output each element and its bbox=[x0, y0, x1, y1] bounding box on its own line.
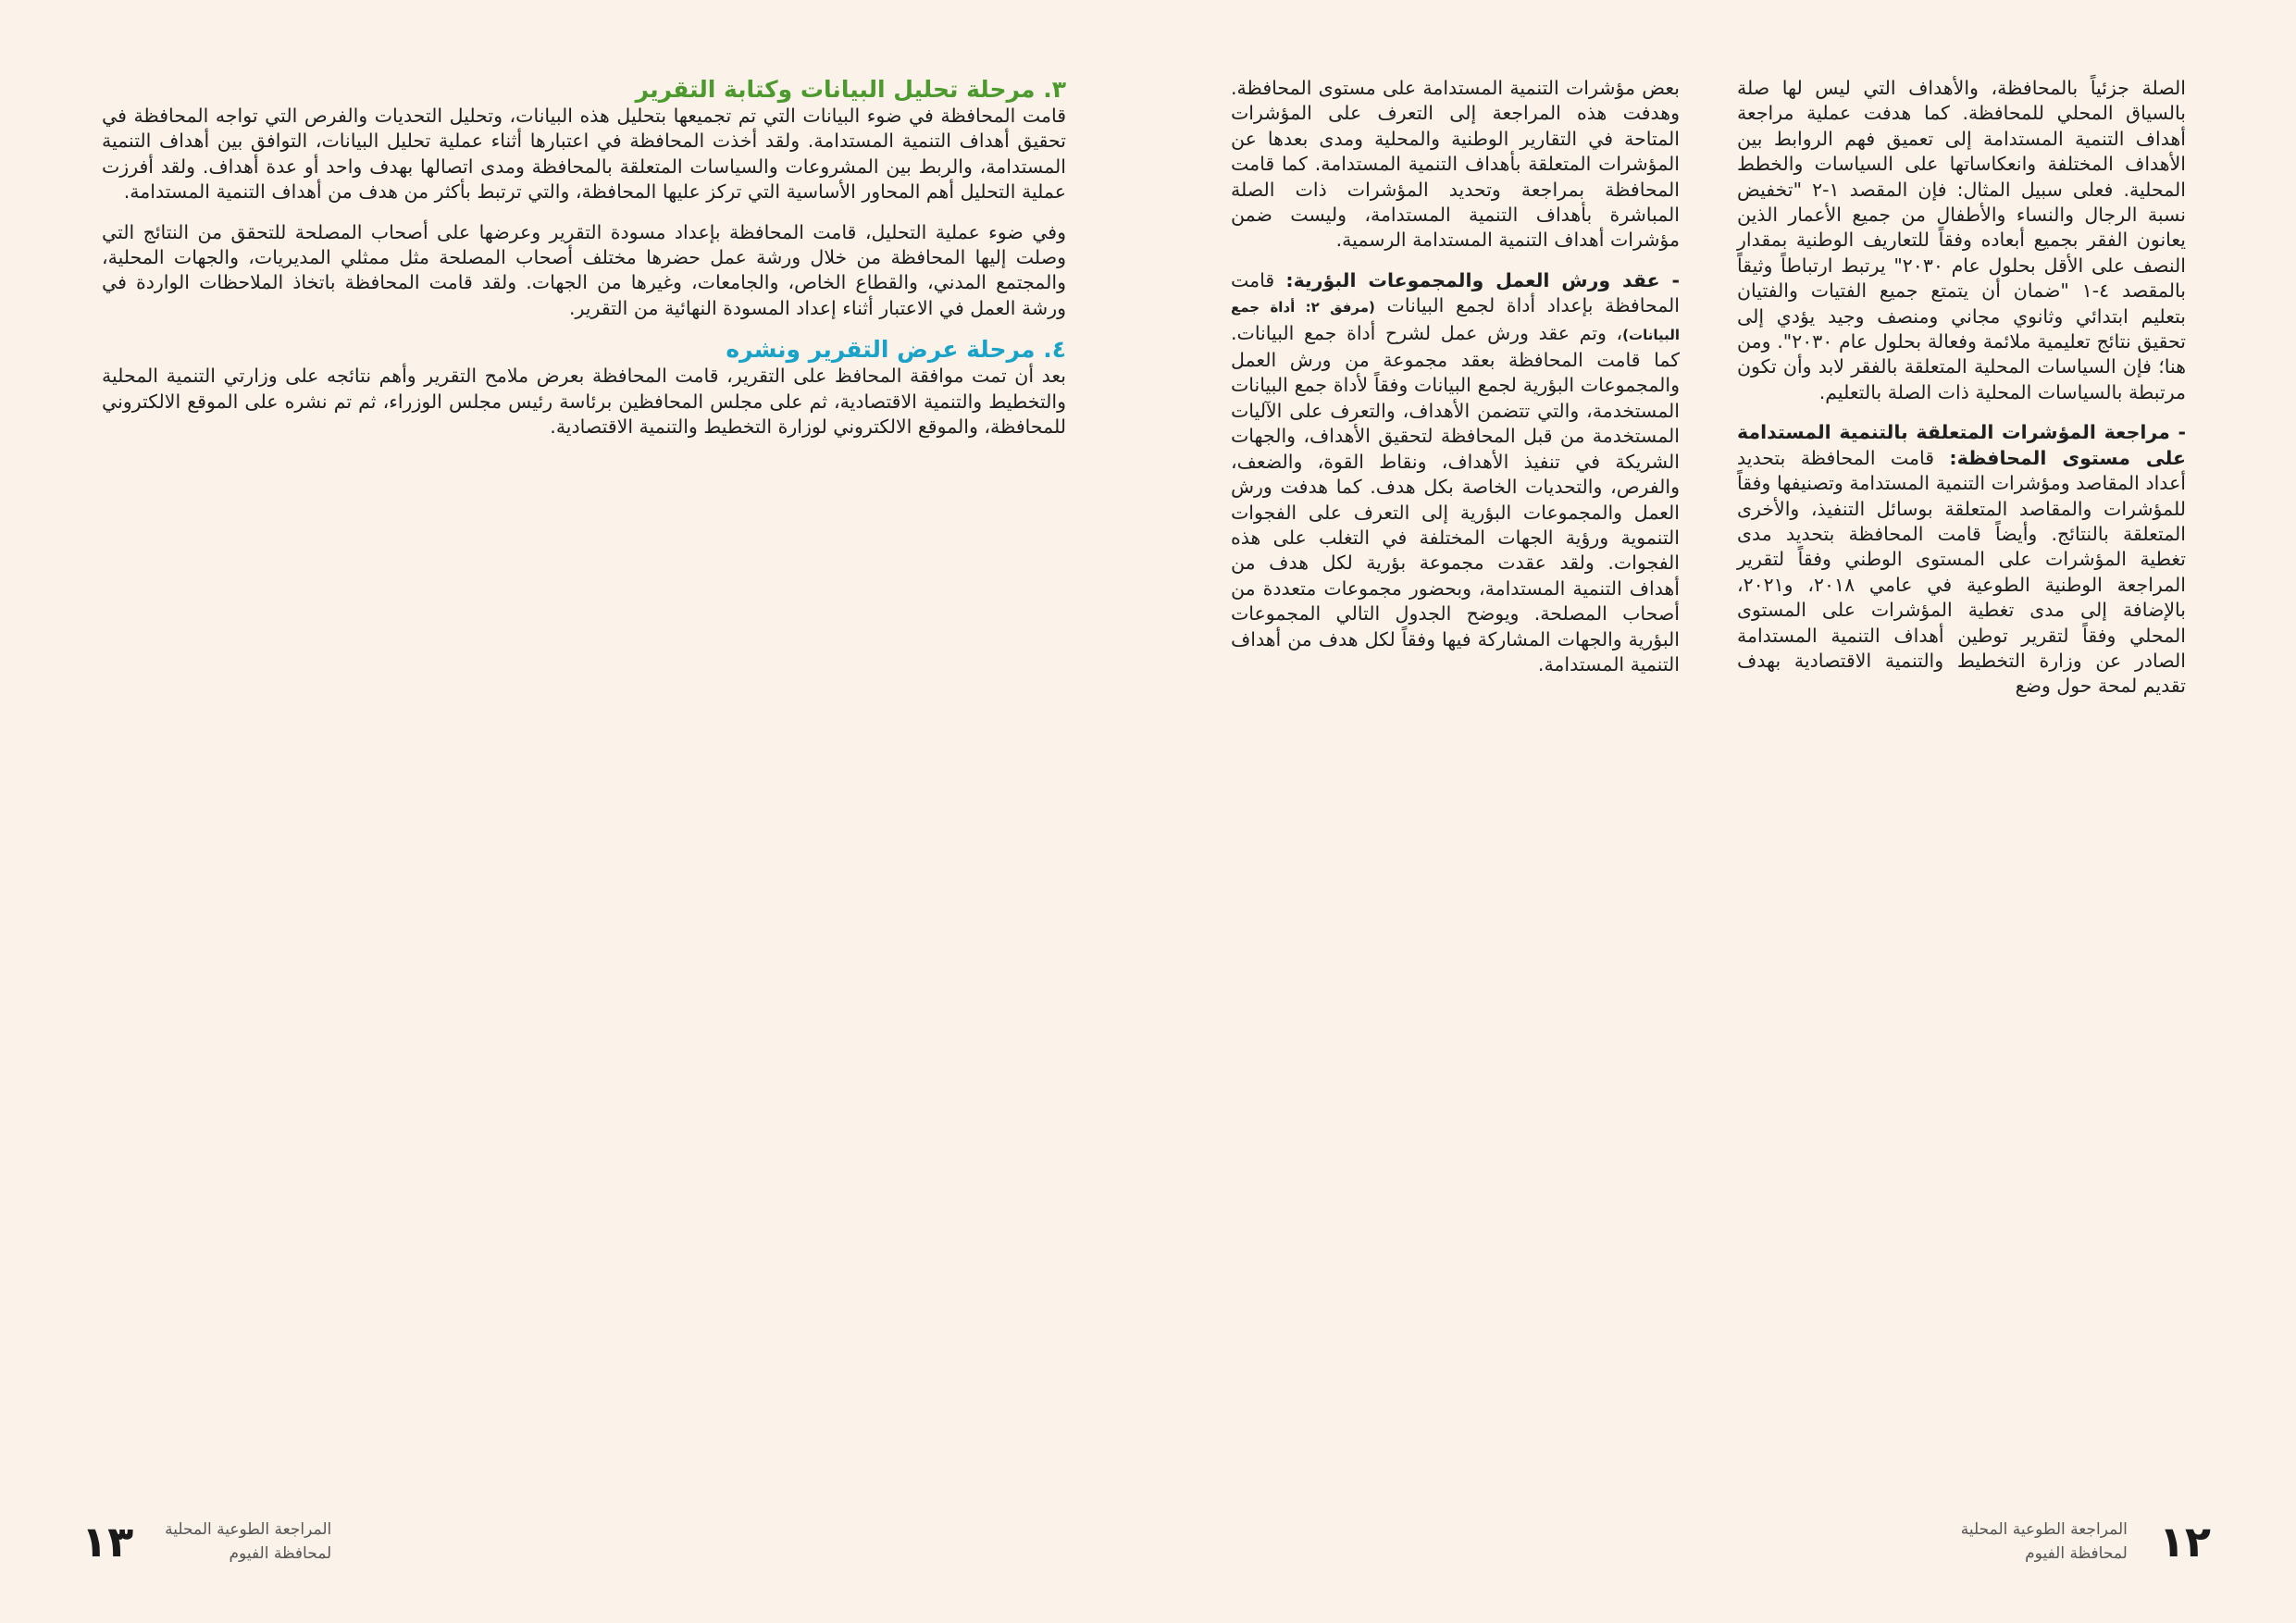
footer-title-line2: لمحافظة الفيوم bbox=[229, 1544, 332, 1563]
paragraph-indicators-continued: بعض مؤشرات التنمية المستدامة على مستوى المحافظة. وهدفت هذه المراجعة إلى التعرف على المؤشرات المتاحة في التقارير الوطنية والمحلية ومدى بعدها عن المؤشرات المتعلقة بأهداف التنمية المستدامة. كما قامت المحافظة بمراجعة وتحديد المؤشرات ذات الصلة المباشرة بأهداف التنمية المستدامة، وليست ضمن مؤشرات أهداف التنمية المستدامة الرسمية. bbox=[1231, 77, 1680, 252]
indicators-review-lead: - مراجعة المؤشرات المتعلقة بالتنمية المستدامة على مستوى المحافظة: bbox=[1737, 421, 2186, 469]
page-number-left: ١٣ bbox=[81, 1517, 134, 1567]
text-column-middle bbox=[1231, 76, 1680, 692]
footer-title-line2: لمحافظة الفيوم bbox=[2025, 1544, 2128, 1563]
paragraph-workshops bbox=[1231, 268, 1680, 678]
page-number-right: ١٢ bbox=[2158, 1517, 2211, 1567]
paragraph-analysis: قامت المحافظة في ضوء البيانات التي تم تجميعها بتحليل هذه البيانات، وتحليل التحديات والفرص التي تواجه المحافظة في تحقيق أهداف التنمية المستدامة. ولقد أخذت المحافظة في اعتبارها أثناء عملية تحليل البيانات، التوافق بين أهداف التنمية المستدامة، والربط بين المشروعات والسياسات المتعلقة بالمحافظة ومدى اتصالها بهدف واحد أو عدة أهداف. ولقد أفرزت عملية التحليل أهم المحاور الأساسية التي تركز عليها المحافظة، والتي ترتبط بأكثر من هدف من أهداف التنمية المستدامة. bbox=[102, 105, 1066, 204]
text-column-left bbox=[102, 76, 1066, 454]
workshops-body-1: قامت المحافظة بإعداد أداة لجمع البيانات bbox=[1231, 268, 1680, 317]
heading-analysis-stage: ٣. مرحلة تحليل البيانات وكتابة التقرير bbox=[635, 76, 1066, 103]
footer-report-title-right bbox=[1961, 1518, 2128, 1566]
workshops-lead: - عقد ورش العمل والمجموعات البؤرية: bbox=[1285, 268, 1680, 291]
footer-left-page bbox=[81, 1518, 331, 1566]
annex-reference: (مرفق ٢: أداة جمع البيانات) bbox=[1231, 299, 1680, 343]
paragraph-sdg-linkages: الصلة جزئياً بالمحافظة، والأهداف التي ليس لها صلة بالسياق المحلي للمحافظة. كما هدفت عملية مراجعة أهداف التنمية المستدامة إلى تعميق فهم الروابط بين الأهداف المختلفة وانعكاساتها على السياسات والخطط المحلية. فعلى سبيل المثال: فإن المقصد ١-٢ "تخفيض نسبة الرجال والنساء والأطفال من جميع الأعمار الذين يعانون الفقر بجميع أبعاده وفقاً للتعاريف الوطنية بمقدار النصف على الأقل بحلول عام ٢٠٣٠" يرتبط ارتباطاً وثيقاً بالمقصد ٤-١ "ضمان أن يتمتع جميع الفتيات والفتيان بتعليم ابتدائي وثانوي مجاني ومنصف وجيد يؤدي إلى تحقيق نتائج تعليمية ملائمة وفعالة بحلول عام ٢٠٣٠". ومن هنا؛ فإن السياسات المحلية المتعلقة بالفقر لابد وأن تكون مرتبطة بالسياسات المحلية ذات الصلة بالتعليم. bbox=[1737, 77, 2186, 403]
indicators-review-body: قامت المحافظة بتحديد أعداد المقاصد ومؤشرات التنمية المستدامة وتصنيفها وفقاً للمؤشرات والمقاصد المتعلقة بوسائل التنفيذ، والأخرى المتعلقة بالنتائج. وأيضاً قامت المحافظة بتحديد مدى تغطية المؤشرات على المستوى الوطني وفقاً لتقرير المراجعة الوطنية الطوعية في عامي ٢٠١٨، و٢٠٢١، بالإضافة إلى مدى تغطية المؤشرات على المستوى المحلي وفقاً لتقرير توطين أهداف التنمية المستدامة الصادر عن وزارة التخطيط والتنمية الاقتصادية بهدف تقديم لمحة حول وضع bbox=[1737, 446, 2186, 698]
workshops-body-2: ، وتم عقد ورش عمل لشرح أداة جمع البيانات. كما قامت المحافظة بعقد مجموعة من ورش العمل والمجموعات البؤرية لجمع البيانات وفقاً لأداة جمع البيانات المستخدمة، والتي تتضمن الأهداف، والتعرف على الآليات المستخدمة من قبل المحافظة لتحقيق الأهداف، والجهات الشريكة في تنفيذ الأهداف، ونقاط القوة، والضعف، والفرص، والتحديات الخاصة بكل هدف. كما هدفت ورش العمل والمجموعات البؤرية إلى التعرف على الفجوات التنموية ورؤية الجهات المختلفة في التغلب على هذه الفجوات. ولقد عقدت مجموعة بؤرية لكل هدف من أهداف التنمية المستدامة، وبحضور مجموعات متعددة من أصحاب المصلحة. ويوضح الجدول التالي المجموعات البؤرية والجهات المشاركة فيها وفقاً لكل هدف من أهداف التنمية المستدامة. bbox=[1231, 321, 1680, 675]
paragraph-draft-validation: وفي ضوء عملية التحليل، قامت المحافظة بإعداد مسودة التقرير وعرضها على أصحاب المصلحة للتحقق من النتائج التي وصلت إليها المحافظة من خلال ورشة عمل حضرها مختلف أصحاب المصلحة مثل ممثلي المديريات، والجهات المحلية، والمجتمع المدني، والقطاع الخاص، والجامعات، وغيرها من الجهات. ولقد قامت المحافظة باتخاذ الملاحظات الواردة في ورشة العمل في الاعتبار أثناء إعداد المسودة النهائية من التقرير. bbox=[102, 220, 1066, 319]
footer-right-page bbox=[1961, 1518, 2211, 1566]
paragraph-presentation: بعد أن تمت موافقة المحافظ على التقرير، قامت المحافظة بعرض ملامح التقرير وأهم نتائجه على وزارتي التنمية المحلية والتخطيط والتنمية الاقتصادية، ثم على مجلس المحافظين برئاسة رئيس مجلس الوزراء، ثم تم نشره على الموقع الالكتروني للمحافظة، والموقع الالكتروني لوزارة التخطيط والتنمية الاقتصادية. bbox=[102, 365, 1066, 439]
footer-title-line1: المراجعة الطوعية المحلية bbox=[165, 1520, 332, 1539]
heading-presentation-stage: ٤. مرحلة عرض التقرير ونشره bbox=[726, 336, 1066, 364]
footer-title-line1: المراجعة الطوعية المحلية bbox=[1960, 1520, 2128, 1539]
footer-report-title-left bbox=[165, 1518, 331, 1566]
text-column-right bbox=[1737, 76, 2186, 714]
paragraph-indicators-review bbox=[1737, 420, 2186, 699]
